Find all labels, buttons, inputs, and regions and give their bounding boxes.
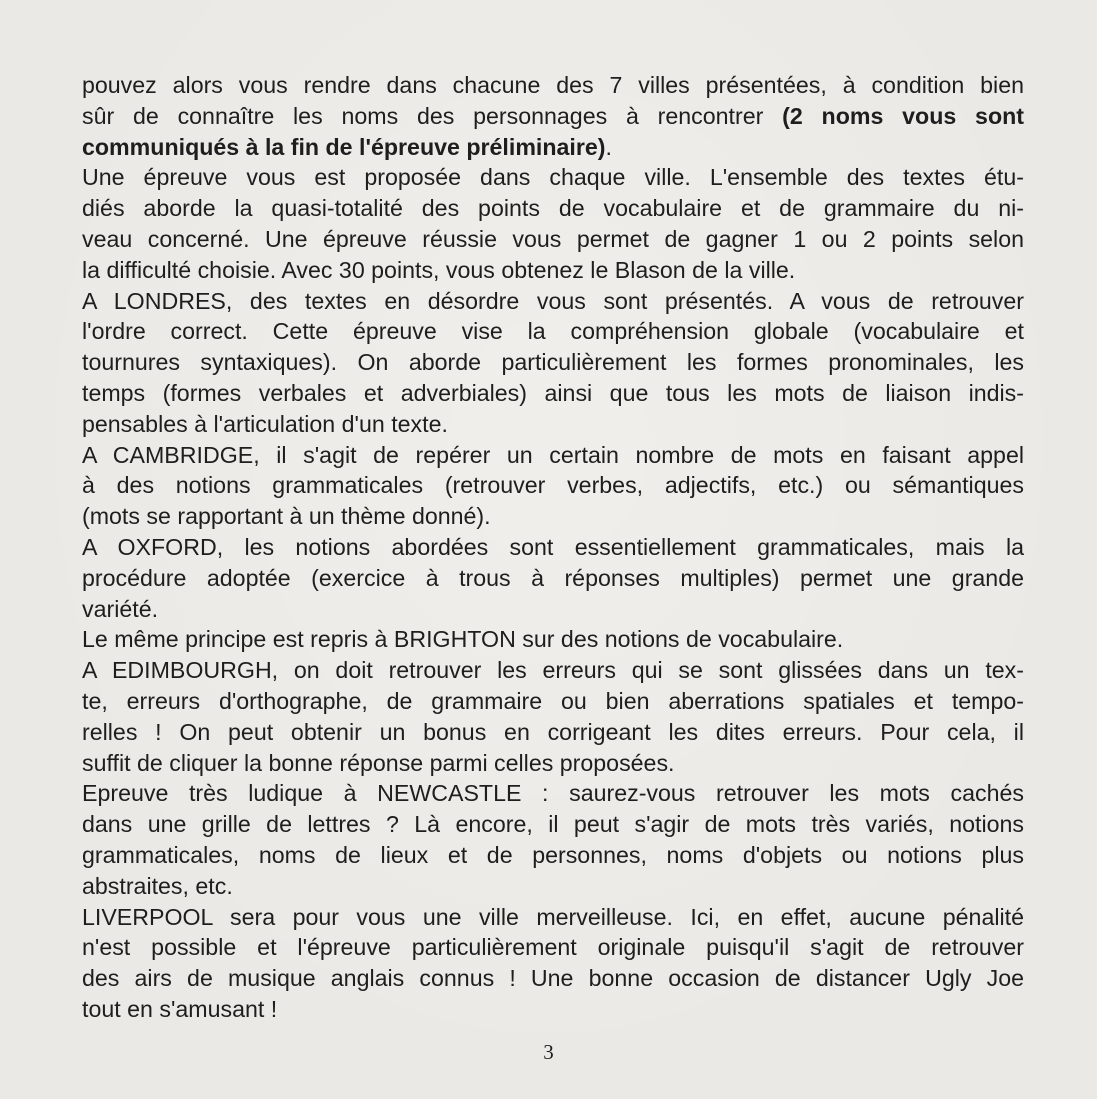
text-run: tout en s'amusant ! [82,995,278,1022]
text-run: A LONDRES, des textes en désordre vous sont présentés. A vous de retrouver [82,287,1024,314]
body-text [82,70,1024,1025]
text-line [82,624,1024,655]
bold-text-run: (2 noms vous sont [782,102,1024,129]
text-line [82,255,1024,286]
text-run: . [605,133,612,160]
text-run: te, erreurs d'orthographe, de grammaire ou bien aberrations spatiales et tempo- [82,687,1024,714]
text-run: abstraites, etc. [82,872,233,899]
text-run: l'ordre correct. Cette épreuve vise la compréhension globale (vocabulaire et [82,318,1024,345]
text-line [82,717,1024,748]
text-line [82,193,1024,224]
text-run: Epreuve très ludique à NEWCASTLE : saurez-vous retrouver les mots cachés [82,780,1024,807]
text-run: dans une grille de lettres ? Là encore, il peut s'agir de mots très variés, notions [82,811,1024,838]
text-run: à des notions grammaticales (retrouver verbes, adjectifs, etc.) ou sémantiques [82,472,1024,499]
text-run: pouvez alors vous rendre dans chacune des 7 villes présentées, à condition bien [82,72,1024,98]
text-line [82,409,1024,440]
paragraph [82,162,1024,285]
paragraph [82,440,1024,532]
text-run: procédure adoptée (exercice à trous à réponses multiples) permet une grande [82,564,1024,591]
text-line [82,594,1024,625]
paragraph [82,778,1024,901]
text-line [82,347,1024,378]
paragraph [82,532,1024,624]
paragraph [82,624,1024,655]
text-line [82,532,1024,563]
text-line [82,902,1024,933]
text-line [82,470,1024,501]
text-run: A EDIMBOURGH, on doit retrouver les erreurs qui se sont glissées dans un tex- [82,657,1024,684]
text-run: Une épreuve vous est proposée dans chaque ville. L'ensemble des textes étu- [82,164,1024,191]
bold-text-run: communiqués à la fin de l'épreuve préliminaire) [82,133,606,160]
text-run: Le même principe est repris à BRIGHTON sur des notions de vocabulaire. [82,626,844,653]
text-run: grammaticales, noms de lieux et de personnes, noms d'objets ou notions plus [82,841,1024,868]
paragraph [82,70,1024,162]
text-run: tournures syntaxiques). On aborde particulièrement les formes pronominales, les [82,349,1024,376]
text-run: sûr de connaître les noms des personnages à rencontrer [82,102,783,129]
text-line [82,840,1024,871]
text-line [82,224,1024,255]
text-run: diés aborde la quasi-totalité des points de vocabulaire et de grammaire du ni- [82,195,1024,222]
text-line [82,378,1024,409]
text-run: A OXFORD, les notions abordées sont essentiellement grammaticales, mais la [82,533,1024,560]
text-run: la difficulté choisie. Avec 30 points, vous obtenez le Blason de la ville. [82,256,796,283]
text-run: LIVERPOOL sera pour vous une ville merveilleuse. Ici, en effet, aucune pénalité [82,903,1024,930]
text-run: (mots se rapportant à un thème donné). [82,503,491,530]
paragraph [82,902,1024,1025]
text-run: des airs de musique anglais connus ! Une bonne occasion de distancer Ugly Joe [82,965,1024,992]
text-line [82,778,1024,809]
text-line [82,286,1024,317]
text-line [82,70,1024,101]
text-line [82,655,1024,686]
text-run: pensables à l'articulation d'un texte. [82,410,448,437]
text-line [82,686,1024,717]
text-line [82,316,1024,347]
text-line [82,994,1024,1025]
text-line [82,101,1024,132]
text-run: veau concerné. Une épreuve réussie vous permet de gagner 1 ou 2 points selon [82,225,1024,252]
text-run: n'est possible et l'épreuve particulièrement originale puisqu'il s'agit de retrouver [82,934,1024,961]
text-line [82,563,1024,594]
text-run: suffit de cliquer la bonne réponse parmi celles proposées. [82,749,675,776]
text-run: temps (formes verbales et adverbiales) ainsi que tous les mots de liaison indis- [82,379,1024,406]
paragraph [82,655,1024,778]
text-line [82,162,1024,193]
text-line [82,440,1024,471]
text-run: relles ! On peut obtenir un bonus en corrigeant les dites erreurs. Pour cela, il [82,718,1024,745]
text-line [82,748,1024,779]
text-line [82,932,1024,963]
text-run: variété. [82,595,159,622]
text-line [82,963,1024,994]
text-run: A CAMBRIDGE, il s'agit de repérer un certain nombre de mots en faisant appel [82,441,1024,468]
text-line [82,809,1024,840]
text-line [82,501,1024,532]
text-line [82,871,1024,902]
page-number: 3 [543,1040,554,1064]
paragraph [82,286,1024,440]
text-line [82,132,1024,163]
